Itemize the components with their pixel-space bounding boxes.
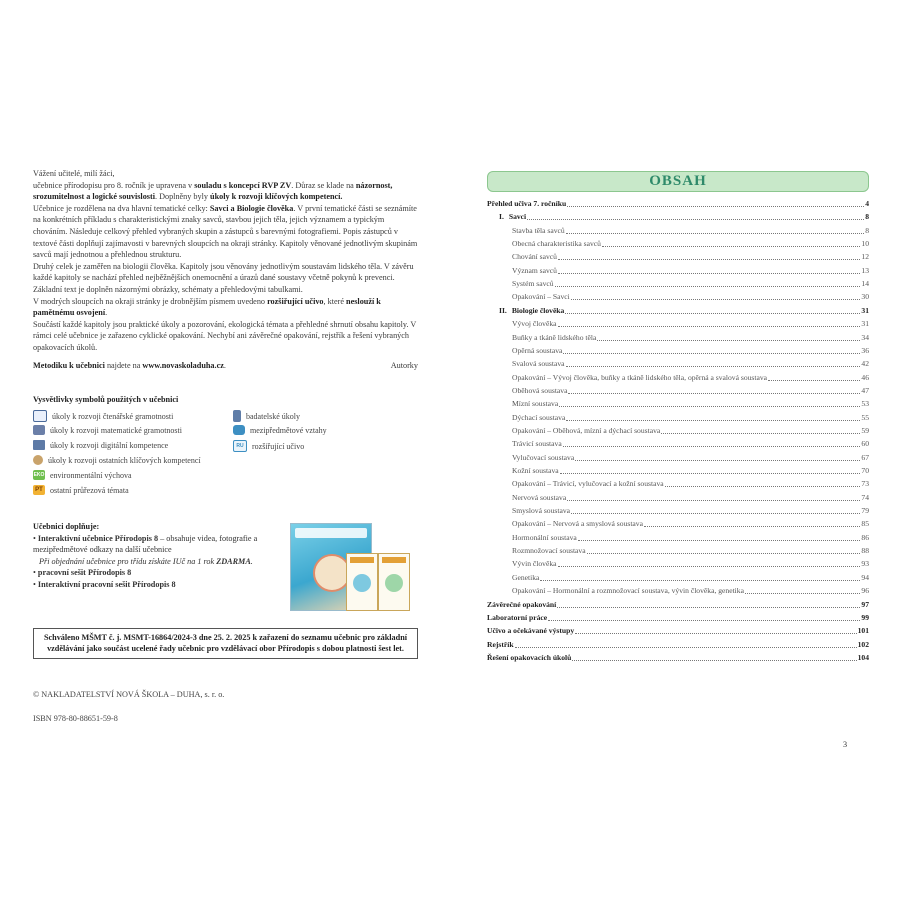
research-icon bbox=[233, 410, 241, 422]
toc-page-number: 14 bbox=[861, 279, 869, 289]
supplement-item: • Interaktivní pracovní sešit Přírodopis 8 bbox=[33, 579, 176, 589]
pt-icon: PT bbox=[33, 485, 45, 495]
toc-label: Rejstřík bbox=[487, 639, 514, 649]
toc-row[interactable] bbox=[487, 252, 869, 262]
toc-page-number: 96 bbox=[861, 586, 869, 596]
toc-page-number: 86 bbox=[861, 532, 869, 542]
toc-leader-dots bbox=[597, 340, 860, 341]
toc-row[interactable] bbox=[487, 199, 869, 209]
supplements-title: Učebnici doplňuje: bbox=[33, 522, 100, 531]
legend-item: PT ostatní průřezová témata bbox=[33, 485, 129, 495]
toc-page-number: 74 bbox=[861, 492, 869, 502]
toc-page-number: 8 bbox=[865, 225, 869, 235]
toc-label: Savci bbox=[508, 212, 527, 222]
legend-item: úkoly k rozvoji digitální kompetence bbox=[33, 440, 168, 450]
toc-page-number: 67 bbox=[861, 452, 869, 462]
contents-banner bbox=[487, 171, 869, 192]
toc-row[interactable] bbox=[487, 426, 869, 436]
toc-label: Kožní soustava bbox=[512, 466, 559, 475]
toc-leader-dots bbox=[745, 593, 860, 594]
toc-row[interactable] bbox=[487, 493, 869, 503]
toc-label: Laboratorní práce bbox=[487, 612, 548, 622]
intro-paragraph-4: V modrých sloupcích na okraji stránky je drobnějším písmem uvedeno rozšiřující učivo, které neslouží k pamětnému osvojení. bbox=[33, 296, 381, 318]
toc-page-number: 36 bbox=[861, 345, 869, 355]
toc-label: Opakování – Trávicí, vylučovací a kožní soustava bbox=[512, 479, 664, 489]
toc-row[interactable] bbox=[487, 399, 869, 409]
toc-label: Trávicí soustava bbox=[512, 439, 562, 449]
toc-page-number: 99 bbox=[861, 612, 869, 622]
toc-leader-dots bbox=[557, 607, 860, 608]
legend-item: badatelské úkoly bbox=[233, 410, 300, 422]
toc-page-number: 93 bbox=[861, 559, 869, 569]
toc-page-number: 94 bbox=[861, 572, 869, 582]
toc-row[interactable] bbox=[487, 533, 869, 543]
toc-row[interactable] bbox=[487, 573, 869, 583]
toc-row[interactable] bbox=[487, 453, 869, 463]
toc-label: Obecná charakteristika savců bbox=[512, 239, 601, 249]
toc-page-number: 97 bbox=[861, 599, 869, 609]
toc-row[interactable] bbox=[487, 306, 869, 316]
legend-item: RU rozšiřující učivo bbox=[233, 440, 304, 452]
toc-leader-dots bbox=[568, 393, 860, 394]
toc-label: Význam savců bbox=[512, 265, 557, 275]
toc-leader-dots bbox=[558, 566, 861, 567]
metodika-link[interactable]: www.novaskoladuha.cz bbox=[142, 360, 224, 370]
legend-item: mezipředmětové vztahy bbox=[233, 425, 327, 435]
toc-label: Řešení opakovacích úkolů bbox=[487, 652, 572, 662]
toc-label: Přehled učiva 7. ročníku bbox=[487, 199, 567, 208]
toc-label: Opakování – Nervová a smyslová soustava bbox=[512, 519, 643, 529]
key-icon bbox=[33, 455, 43, 465]
toc-page-number: 31 bbox=[861, 319, 869, 329]
toc-page-number: 88 bbox=[861, 546, 869, 556]
toc-row[interactable] bbox=[487, 600, 869, 610]
toc-section-number: I. bbox=[499, 212, 504, 222]
toc-row[interactable] bbox=[487, 546, 869, 556]
toc-label: Učivo a očekávané výstupy bbox=[487, 626, 575, 636]
toc-label: Dýchací soustava bbox=[512, 412, 566, 422]
legend-title: Vysvětlivky symbolů použitých v učebnici bbox=[33, 395, 179, 404]
toc-leader-dots bbox=[555, 286, 861, 287]
toc-label: Biologie člověka bbox=[511, 305, 565, 315]
toc-page-number: 85 bbox=[861, 519, 869, 529]
toc-leader-dots bbox=[567, 206, 864, 207]
toc-row[interactable] bbox=[487, 226, 869, 236]
approval-box: Schváleno MŠMT č. j. MSMT-16864/2024-3 dne 25. 2. 2025 k zařazení do seznamu učebnic pro základní vzdělávání jako součást ucelené řady učebnic pro vzdělávací obor Přírodopis s dobou platnosti šest let. bbox=[33, 628, 418, 659]
toc-row[interactable] bbox=[487, 292, 869, 302]
right-page bbox=[450, 0, 900, 900]
toc-label: Opakování – Hormonální a rozmnožovací soustava, vývin člověka, genetika bbox=[512, 586, 744, 596]
supplement-item: • pracovní sešit Přírodopis 8 bbox=[33, 568, 132, 578]
toc-label: Opakování – Oběhová, mízní a dýchací soustava bbox=[512, 425, 661, 435]
supplements-box bbox=[33, 521, 283, 591]
toc-page-number: 12 bbox=[861, 252, 869, 262]
toc-row[interactable] bbox=[487, 653, 869, 663]
toc-label: Opěrná soustava bbox=[512, 345, 563, 355]
toc-section-number: II. bbox=[499, 305, 507, 315]
toc-row[interactable] bbox=[487, 319, 869, 329]
toc-row[interactable] bbox=[487, 506, 869, 516]
toc-leader-dots bbox=[572, 660, 856, 661]
toc-leader-dots bbox=[527, 219, 864, 220]
toc-page-number: 60 bbox=[861, 439, 869, 449]
toc-label: Vylučovací soustava bbox=[512, 452, 575, 462]
toc-page-number: 70 bbox=[861, 466, 869, 475]
toc-leader-dots bbox=[566, 366, 861, 367]
toc-row[interactable] bbox=[487, 373, 869, 383]
computer-icon bbox=[33, 440, 45, 450]
toc-page-number: 8 bbox=[865, 212, 869, 222]
toc-leader-dots bbox=[558, 273, 860, 274]
toc-row[interactable] bbox=[487, 626, 869, 636]
toc-row[interactable] bbox=[487, 559, 869, 569]
toc-label: Smyslová soustava bbox=[512, 506, 571, 516]
toc-page-number: 104 bbox=[857, 652, 869, 662]
toc-leader-dots bbox=[661, 433, 860, 434]
toc-label: Systém savců bbox=[512, 279, 554, 289]
intro-paragraph-1: učebnice přírodopisu pro 8. ročník je upravena v souladu s koncepcí RVP ZV. Důraz se klade na názornost, srozumitelnost a logické souvislosti. Doplněny byly úkoly k rozvoji klíčových kompetencí. bbox=[33, 180, 393, 202]
toc-leader-dots bbox=[587, 553, 861, 554]
toc-row[interactable] bbox=[487, 586, 869, 596]
toc-leader-dots bbox=[563, 353, 860, 354]
toc-row[interactable] bbox=[487, 333, 869, 343]
toc-row[interactable] bbox=[487, 439, 869, 449]
metodika-line bbox=[33, 360, 418, 372]
supplement-note: Při objednání učebnice pro třídu získáte IUč na 1 rok ZDARMA. bbox=[39, 556, 253, 566]
toc-row[interactable] bbox=[487, 413, 869, 423]
intro-paragraph-2: Učebnice je rozdělena na dva hlavní tematické celky: Savci a Biologie člověka. V první tematické části se seznámíte na konkrétních příkladu s charakteristickými znaky savců, stavbou jejich těla, jejich významem a typickým chováním. Následuje celkový přehled vybraných skupin a zástupců s barevnými fotografiemi. Popis zástupců v textové části doplňují zajímavosti v barevných sloupcích na okraji stránky. Kapitoly věnované jednotlivým skupinám savců mají jednotnou a přehlednou strukturu. bbox=[33, 203, 418, 260]
toc-label: Stavba těla savců bbox=[512, 225, 565, 235]
toc-label: Opakování – Vývoj člověka, buňky a tkáně lidského těla, opěrná a svalová soustava bbox=[512, 372, 768, 382]
toc-page-number: 42 bbox=[861, 359, 869, 369]
toc-row[interactable] bbox=[487, 266, 869, 276]
toc-leader-dots bbox=[563, 446, 861, 447]
toc-label: Svalová soustava bbox=[512, 359, 565, 369]
toc-row[interactable] bbox=[487, 519, 869, 529]
toc-leader-dots bbox=[566, 420, 860, 421]
toc-page-number: 47 bbox=[861, 385, 869, 395]
toc-leader-dots bbox=[575, 460, 860, 461]
toc-label: Genetika bbox=[512, 572, 540, 582]
workbook-cover-2 bbox=[378, 553, 410, 611]
toc-page-number: 59 bbox=[861, 425, 869, 435]
toc-label: Mízní soustava bbox=[512, 399, 559, 409]
toc-leader-dots bbox=[566, 233, 864, 234]
metodika-text: Metodiku k učebnici najdete na www.novaskoladuha.cz. bbox=[33, 360, 226, 370]
intro-text bbox=[33, 168, 418, 371]
toc-row[interactable] bbox=[487, 212, 869, 222]
intro-paragraph-3: Druhý celek je zaměřen na biologii člověka. Kapitoly jsou věnovány jednotlivým soustavám lidského těla. V závěru každé kapitoly se nachází přehled nejběžnějších onemocnění a úrazů dané soustavy včetně pokynů k prevenci. Základní text je doplněn názornými obrázky, schématy a přehledovými tabulkami. bbox=[33, 261, 414, 294]
toc-leader-dots bbox=[665, 486, 861, 487]
copyright: © NAKLADATELSTVÍ NOVÁ ŠKOLA – DUHA, s. r. o. bbox=[33, 690, 225, 699]
toc-label: Chování savců bbox=[512, 252, 557, 262]
toc-page-number: 102 bbox=[857, 639, 869, 649]
toc-page-number: 55 bbox=[861, 412, 869, 422]
toc-label: Vývoj člověka bbox=[512, 319, 557, 329]
toc-page-number: 4 bbox=[865, 199, 869, 208]
toc-leader-dots bbox=[540, 580, 860, 581]
toc-leader-dots bbox=[558, 326, 861, 327]
toc-page-number: 79 bbox=[861, 506, 869, 516]
toc-leader-dots bbox=[768, 380, 860, 381]
legend-item: EKO environmentální výchova bbox=[33, 470, 132, 480]
legend-item: úkoly k rozvoji matematické gramotnosti bbox=[33, 425, 182, 435]
puzzle-icon bbox=[233, 425, 245, 435]
toc-leader-dots bbox=[567, 500, 860, 501]
toc-row[interactable] bbox=[487, 279, 869, 289]
toc-leader-dots bbox=[602, 246, 860, 247]
toc-row[interactable] bbox=[487, 239, 869, 249]
toc-page-number: 34 bbox=[861, 332, 869, 342]
toc-leader-dots bbox=[558, 259, 860, 260]
toc-leader-dots bbox=[571, 513, 860, 514]
toc-page-number: 46 bbox=[861, 372, 869, 382]
toc-page-number: 73 bbox=[861, 479, 869, 489]
toc-label: Závěrečné opakování bbox=[487, 599, 557, 609]
intro-paragraph-5: Součástí každé kapitoly jsou praktické úkoly a pozorování, ekologická témata a přehledné shrnutí obsahu kapitoly. V rámci celé učebnice je zařazeno cyklické opakování. Nechybí ani závěrečné opakování, rejstřík a řešení vybraných opakovacích úkolů. bbox=[33, 319, 417, 352]
supplement-item: • Interaktivní učebnice Přírodopis 8 – obsahuje videa, fotografie a mezipředmětové odkazy na další učebnice bbox=[33, 533, 258, 555]
toc-page-number: 30 bbox=[861, 292, 869, 302]
toc-leader-dots bbox=[559, 406, 860, 407]
toc-page-number: 53 bbox=[861, 399, 869, 409]
toc-row[interactable] bbox=[487, 466, 869, 476]
authors-signature: Autorky bbox=[390, 360, 418, 370]
page-number: 3 bbox=[843, 740, 848, 749]
toc-leader-dots bbox=[578, 540, 861, 541]
eko-icon: EKO bbox=[33, 472, 45, 478]
toc-leader-dots bbox=[515, 647, 857, 648]
legend-item: úkoly k rozvoji čtenářské gramotnosti bbox=[33, 410, 173, 422]
toc-row[interactable] bbox=[487, 346, 869, 356]
toc-leader-dots bbox=[560, 473, 861, 474]
toc-label: Vývin člověka bbox=[512, 559, 557, 569]
workbook-cover bbox=[346, 553, 378, 611]
greeting: Vážení učitelé, milí žáci, bbox=[33, 169, 115, 178]
toc-page-number: 10 bbox=[861, 239, 869, 249]
book-covers-image bbox=[290, 523, 420, 611]
toc-label: Buňky a tkáně lidského těla bbox=[512, 332, 597, 342]
toc-label: Nervová soustava bbox=[512, 492, 567, 502]
toc-leader-dots bbox=[575, 633, 856, 634]
calculator-icon bbox=[33, 425, 45, 435]
toc-row[interactable] bbox=[487, 479, 869, 489]
book-icon bbox=[33, 410, 47, 422]
toc-leader-dots bbox=[565, 313, 860, 314]
toc-leader-dots bbox=[548, 620, 860, 621]
toc-leader-dots bbox=[571, 299, 861, 300]
contents-title: OBSAH bbox=[649, 173, 707, 189]
toc-label: Oběhová soustava bbox=[512, 385, 568, 395]
toc-row[interactable] bbox=[487, 613, 869, 623]
legend-item: úkoly k rozvoji ostatních klíčových kompetencí bbox=[33, 455, 201, 465]
toc-row[interactable] bbox=[487, 640, 869, 650]
toc-leader-dots bbox=[644, 526, 860, 527]
toc-row[interactable] bbox=[487, 386, 869, 396]
isbn: ISBN 978-80-88651-59-8 bbox=[33, 714, 118, 723]
toc-page-number: 101 bbox=[857, 626, 869, 636]
toc-row[interactable] bbox=[487, 359, 869, 369]
toc-page-number: 13 bbox=[861, 265, 869, 275]
toc-label: Opakování – Savci bbox=[512, 292, 570, 302]
toc-page-number: 31 bbox=[861, 305, 869, 315]
toc-label: Rozmnožovací soustava bbox=[512, 546, 586, 556]
toc-label: Hormonální soustava bbox=[512, 532, 577, 542]
ru-icon: RU bbox=[233, 440, 247, 452]
